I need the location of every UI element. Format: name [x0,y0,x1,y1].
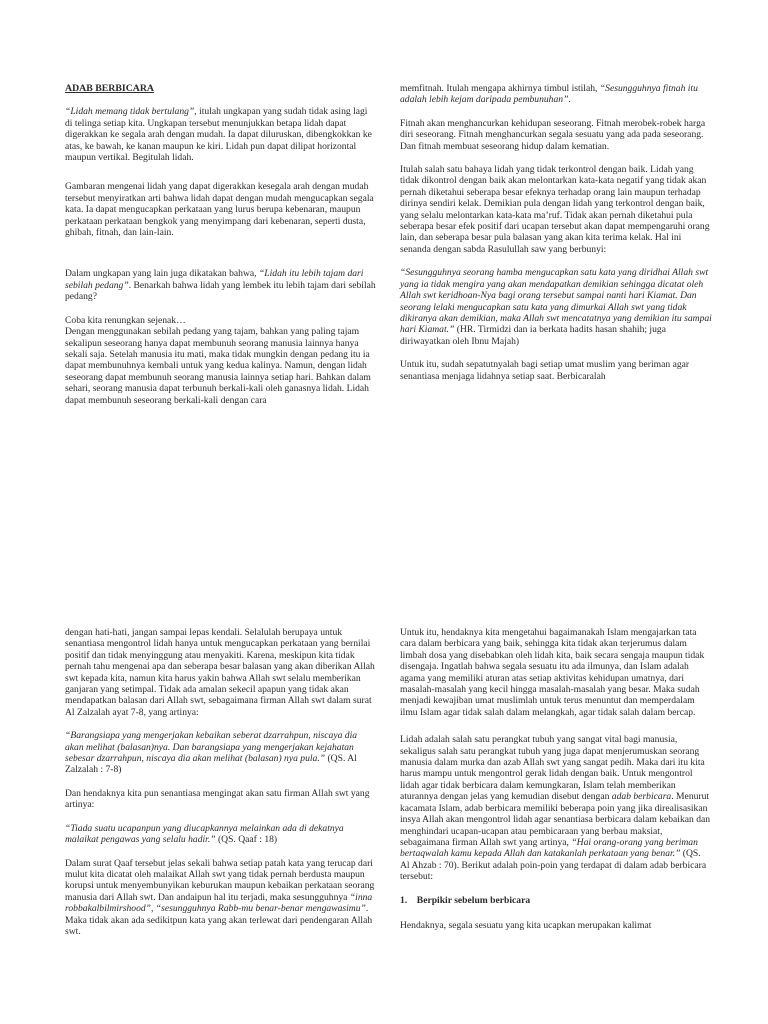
paragraph: “Sesungguhnya seorang hamba mengucapkan satu kata yang diridhai Allah swt yang ia tidak mengira yang akan mendapatkan demikian sehingga dicatat oleh Allah swt keridhoan-Nya bagi orang tersebut sampai nanti hari Kiamat. Dan seorang lelaki mengucapkan satu kata yang dimurkai Allah swt yang tidak dikiranya akan demikian, maka Allah swt mencatatnya yang demikian itu sampai hari Kiamat.” (HR. Tirmidzi dan ia berkata hadits hasan shahih; juga diriwayatkan oleh Ibnu Majah) [400,267,712,347]
quote: “Sesungguhnya fitnah itu adalah lebih kejam daripada pembunuhan” [400,83,698,106]
paragraph: “Tiada suatu ucapanpun yang diucapkannya melainkan ada di dekatnya malaikat pengawas yang selalu hadir.” (QS. Qaaf : 18) [65,822,344,846]
quote: “sesungguhnya Rabb-mu benar-benar mengawasimu” [155,903,366,915]
section-heading: 1. Berpikir sebelum berbicara [400,894,531,906]
paragraph: Fitnah akan menghancurkan kehidupan seseorang. Fitnah merobek-robek harga diri seseorang. Fitnah menghancurkan segala sesuatu yang ada pada seseorang. Dan fitnah membuat seseorang hidup dalam kematian. [400,117,706,152]
paragraph: Gambaran mengenai lidah yang dapat digerakkan kesegala arah dengan mudah tersebut menyiratkan arti bahwa lidah dapat dengan mudah mengucapkan segala kata. Ia dapat mengucapkan perkataan yang lurus berupa kebenaran, maupun perkataan perkataan bengkok yang menyimpang dari kebenaran, seperti dusta, ghibah, fitnah, dan lain-lain. [65,181,374,239]
column-bottom-right [400,627,712,943]
paragraph: memfitnah. Itulah mengapa akhirnya timbul istilah, “Sesungguhnya fitnah itu adalah lebih kejam daripada pembunuhan”. [400,83,698,106]
paragraph: “Barangsiapa yang mengerjakan kebaikan seberat dzarrahpun, niscaya dia akan melihat (balasan)nya. Dan barangsiapa yang mengerjakan kejahatan sebesar dzarrahpun, niscaya dia akan melihat (balasan) nya pula.” (QS. Al Zalzalah : 7-8) [65,730,358,776]
quran-quote: “Hai orang-orang yang beriman bertaqwalah kamu kepada Allah dan katakanlah perkataan yang benar.” [400,836,698,860]
column-top-left [65,83,377,418]
column-bottom-left [65,627,377,949]
quran-quote: “Barangsiapa yang mengerjakan kebaikan seberat dzarrahpun, niscaya dia akan melihat (balasan)nya. Dan barangsiapa yang mengerjakan kejahatan sebesar dzarrahpun, niscaya dia akan melihat (balasan) nya pula.” [65,730,358,765]
paragraph: Dalam surat Qaaf tersebut jelas sekali bahwa setiap patah kata yang terucap dari mulut kita dicatat oleh malaikat Allah swt yang tidak pernah berdusta maupun korupsi untuk menyembunyikan keburukan maupun kebaikan perkataan seorang manusia dari Allah swt. Dan andaipun hal itu terjadi, maka sesungguhnya “inna robbakalbilmirshood”, “sesungguhnya Rabb-mu benar-benar mengawasimu”. Maka tidak akan ada sedikitpun kata yang akan terlewat dari pendengaran Allah swt. [65,857,375,937]
column-top-right [400,83,712,394]
paragraph: Lidah adalah salah satu perangkat tubuh yang sangat vital bagi manusia, sekaligus salah satu perangkat tubuh yang juga dapat menjerumuskan seorang manusia dalam murka dan azab Allah swt yang sangat pedih. Maka dari itu kita harus mampu untuk mengontrol gerak lidah dengan baik. Untuk mengontrol lidah agar tidak berbicara dalam kemungkaran, Islam telah memberikan aturannya dengan jelas yang kemudian disebut dengan adab berbicara. Menurut kacamata Islam, adab berbicara memiliki beberapa poin yang jika direalisasikan insya Allah akan mengontrol lidah agar senantiasa berbicara dalam kebaikan dan menghindari ucapan-ucapan atau pembicaraan yang berbau maksiat, sebagaimana firman Allah swt yang artinya, “Hai orang-orang yang beriman bertaqwalah kamu kepada Allah dan katakanlah perkataan yang benar.” (QS. Al Ahzab : 70). Berikut adalah poin-poin yang terdapat di dalam adab berbicara tersebut: [400,734,711,883]
paragraph: Dalam ungkapan yang lain juga dikatakan bahwa, “Lidah itu lebih tajam dari sebilah pedang”. Benarkah bahwa lidah yang lembek itu lebih tajam dari sebilah pedang? [65,268,376,303]
quran-quote: “Tiada suatu ucapanpun yang diucapkannya melainkan ada di dekatnya malaikat pengawas yang selalu hadir.” [65,822,344,846]
paragraph: Itulah salah satu bahaya lidah yang tidak terkontrol dengan baik. Lidah yang tidak dikontrol dengan baik akan melontarkan kata-kata negatif yang tidak akan pernah diketahui seberapa besar efeknya terhadap orang lain maupun terhadap dirinya sendiri kelak. Demikian pula dengan lidah yang terkontrol dengan baik, yang selalu melontarkan kata-kata ma’ruf. Tidak akan pernah diketahui pula seberapa besar efek positif dari ucapan tersebut akan dapat mempengaruhi orang lain, dan seberapa besar pula balasan yang akan kita terima kelak. Hal ini senanda dengan sabda Rasulullah saw yang berbunyi: [400,164,710,255]
paragraph: Hendaknya, segala sesuatu yang kita ucapkan merupakan kalimat [400,919,652,931]
paragraph: Dan hendaknya kita pun senantiasa mengingat akan satu firman Allah swt yang artinya: [65,787,370,811]
quote: “Lidah itu lebih tajam dari sebilah pedang” [65,268,364,291]
quote: “Lidah memang tidak bertulang” [65,106,195,118]
document-title: ADAB BERBICARA [65,83,154,94]
paragraph: Coba kita renungkan sejenak… [65,314,186,326]
paragraph: dengan hati-hati, jangan sampai lepas kendali. Selalulah berupaya untuk senantiasa mengontrol lidah hanya untuk mengucapkan perkataan yang bernilai positif dan tidak menyinggung atau menyakiti. Karena, meskipun kita tidak pernah tahu mengenai apa dan seberapa besar balasan yang akan diberikan Allah swt kepada kita, namun kita harus yakin bahwa Allah swt selalu memberikan ganjaran yang setimpal. Tidak ada amalan sekecil apapun yang tidak akan mendapatkan balasan dari Allah swt, sebagaimana firman Allah swt dalam surat Al Zalzalah ayat 7-8, yang artinya: [65,627,375,718]
hadith-quote: “Sesungguhnya seorang hamba mengucapkan satu kata yang diridhai Allah swt yang ia tidak mengira yang akan mendapatkan demikian sehingga dicatat oleh Allah swt keridhoan-Nya bagi orang tersebut sampai nanti hari Kiamat. Dan seorang lelaki mengucapkan satu kata yang dimurkai Allah swt yang tidak dikiranya akan demikian, maka Allah swt mencatatnya yang demikian itu sampai hari Kiamat.” [400,267,712,336]
quote: “inna robbakalbilmirshood” [65,891,373,915]
paragraph: “Lidah memang tidak bertulang”, itulah ungkapan yang sudah tidak asing lagi di telinga setiap kita. Ungkapan tersebut menunjukkan betapa lidah dapat digerakkan ke segala arah dengan mudah. Ia dapat diluruskan, dibengkokkan ke atas, ke bawah, ke kanan maupun ke kiri. Lidah pun dapat dilipat horizontal maupun vertikal. Begitulah lidah. [65,106,372,164]
paragraph: Untuk itu, sudah sepatutnyalah bagi setiap umat muslim yang beriman agar senantiasa menjaga lidahnya setiap saat. Berbicaralah [400,359,690,382]
term: adab berbicara [611,791,672,803]
paragraph: Dengan menggunakan sebilah pedang yang tajam, bahkan yang paling tajam sekalipun seseorang hanya dapat membunuh seorang manusia lainnya hanya sekali saja. Setelah manusia itu mati, maka tidak mungkin dengan pedang itu ia dapat membunuhnya kembali untuk yang kedua kalinya. Namun, dengan lidah seseorang dapat membunuh seorang manusia lainnya setiap hari. Bahkan dalam sehari, seorang manusia dapat terbunuh berkali-kali oleh ganasnya lidah. Lidah dapat membunuh seseorang berkali-kali dengan cara [65,326,371,406]
paragraph: Untuk itu, hendaknya kita mengetahui bagaimanakah Islam mengajarkan tata cara dalam berbicara yang baik, sehingga kita tidak akan terjerumus dalam limbah dosa yang disebabkan oleh lidah kita, baik secara sengaja maupun tidak disengaja. Ingatlah bahwa segala sesuatu itu ada ilmunya, dan Islam adalah agama yang memiliki aturan atas setiap aktivitas kehidupan umatnya, dari masalah-masalah yang kecil hingga masalah-masalah yang besar. Maka sudah menjadi kewajiban umat muslimlah untuk terus menuntut dan memperdalam ilmu Islam agar tidak salah dalam melangkah, agar tidak salah dalam bercap. [400,627,705,718]
